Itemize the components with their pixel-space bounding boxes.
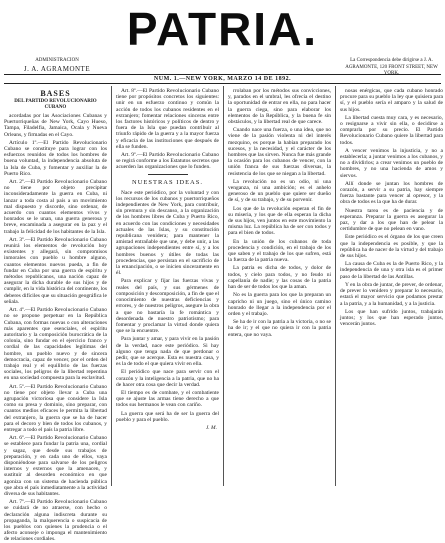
- column-divider: [111, 86, 112, 486]
- column-4: [340, 88, 443, 486]
- article-paragraph: No es la guerra para los que la preparan un capricho ni un juego, sino el único camino honrado de llegar a la independencia por el orden y el trabajo.: [228, 292, 331, 317]
- article-paragraph: El periódico que nace para servir con el corazón y la inteligencia a la patria, que no ha de hacer otra cosa que decir la verdad.: [116, 369, 219, 388]
- article-paragraph: La guerra que será ha de ser la guerra del pueblo y para el pueblo.: [116, 410, 219, 423]
- article-paragraph: Art. 5º.—El Partido Revolucionario Cubano no tiene por objeto llevar a Cuba una agrupación victoriosa que considere la Isla como su presa y dominio, sino preparar, con cuantos medios eficaces le permita la libertad del extranjero, la guerra que se ha de hacer para el decoro y bien de todos los cubanos, y entregar a todo el país la patria libre.: [4, 383, 107, 433]
- column-divider: [223, 86, 224, 486]
- article-paragraph: Los que han sufrido juntos, trabajarán juntos; y los que han esperado juntos, vencerán juntos.: [340, 308, 443, 328]
- article-paragraph: En la unión de los cubanos de toda procedencia y condición, en el trabajo de los que saben y el trabajo de los que sufren, está la fuerza de la patria nueva.: [228, 238, 331, 264]
- article-paragraph: Nuestra tarea es de paciencia y de esperanza. Preparar la guerra es asegurar la paz, y dar a los que han de pelear la certidumbre de que no pelean en vano.: [340, 207, 443, 233]
- article-paragraph: Se ha de ir con la patria a la victoria, o no se ha de ir; y el que no quiera ir con la patria entera, que no vaya.: [228, 319, 331, 338]
- article-paragraph: nosas enérgicas, que cada cubano honrado procure para su pueblo la ley que quisiera para sí, y el pueblo sería el amparo y la salud de sus hijos.: [340, 88, 443, 113]
- article-paragraph: Este periódico es el órgano de los que creen que la independencia es posible, y que la república ha de nacer de la virtud y del trabajo de sus hijos.: [340, 234, 443, 260]
- correspondence-note: La Correspondencia debe dirigirse a J. A. AGRAMONTE, 120 FRONT STREET, NEW: [345, 58, 438, 70]
- article-paragraph: Nace este periódico, por la voluntad y con los recursos de los cubanos y puertorriqueños independientes de New York, para contribuir, sin premura y sin descanso, a la organización de los hombres libres de Cuba y Puerto Rico, en acuerdo con las condiciones y necesidades actuales de las Islas, y su constitución republicana venidera; para mantener la amistad entrañable que une, y debe unir, a las agrupaciones independientes entre sí, y a los hombres buenos y útiles de todas las procedencias, que persistan en el sacrificio de la emancipación, o se inicien sinceramente en él.: [116, 189, 219, 277]
- admin-label: ADMINISTRACION: [35, 58, 79, 63]
- article-paragraph: Art. 2º.—El Partido Revolucionario Cubano no tiene por objeto precipitar inconsideradamente la guerra en Cuba, ni lanzar a toda costa al país a un movimiento mal dispuesto y discorde, sino ordenar, de acuerdo con cuantos elementos vivos y honrados se le unan, una guerra generosa y breve, encaminada a asegurar en la paz y el trabajo la felicidad de los habitantes de la Isla.: [4, 179, 107, 235]
- article-paragraph: Los que de la revolución esperan el fin de su miseria, y los que de ella esperan la dicha de sus hijos, ven juntos en este movimiento la misma luz. La república ha de ser con todos y para el bien de todos.: [228, 205, 331, 237]
- article-paragraph: Para explicar y fijar las fuerzas vivas y reales del país, y sus gérmenes de composición y descomposición, a fin de que el conocimiento de nuestras deficiencias y errores, y de nuestros peligros, asegure la obra a que no bastaría la fe romántica y desordenada de nuestro patriotismo; para fomentar y proclamar la virtud donde quiera que se la encuentre.: [116, 278, 219, 335]
- column-divider: [335, 86, 336, 486]
- article-paragraph: Y en la obra de juntar, de prever, de ordenar, de prever lo venidero y preparar lo necesario, estará el mayor servicio que podamos prestar a la patria, y a la humanidad, y a la justicia.: [340, 281, 443, 307]
- section-separator: [148, 174, 188, 175]
- article-paragraph: La patria es dicha de todos, y dolor de todos, y cielo para todos, y no feudo ni capellanía de nadie; y las cosas de la patria han de ser de todos los que la aman.: [228, 265, 331, 291]
- article-paragraph: Art. 7º.—El Partido Revolucionario Cubano se cuidará de no atraerse, con hecho o declaración alguna indiscreta durante su propaganda, la malquerencia o suspicacia de los pueblos con quienes la prudencia o el afecto aconseje o imponga el mantenimiento de relaciones cordiales.: [4, 499, 107, 543]
- article-paragraph: El tiempo es de combate, y el combatiente que se ajuste las armas tiene derecho a que todos sus hermanos le vean con cariño.: [116, 389, 219, 409]
- article-paragraph: Art. 4º.—El Partido Revolucionario Cubano no se propone perpetuar en la República Cubana, con formas nuevas o con alteraciones más aparentes que esenciales, el espíritu autoritario y la composición burocrática de la colonia, sino fundar en el ejercicio franco y cordial de las capacidades legítimas del hombre, un pueblo nuevo y de sincera democracia, capaz de vencer, por el orden del trabajo real y el equilibrio de las fuerzas sociales, los peligros de la libertad repentina en una sociedad compuesta para la esclavitud.: [4, 307, 107, 382]
- article-paragraph: La libertad cuesta muy cara, y es necesario, o resignarse a vivir sin ella, o decidirse a comprarla por su precio. El Partido Revolucionario Cubano quiere la libertad para todos.: [340, 114, 443, 146]
- section-heading-nuestras-ideas: NUESTRAS IDEAS.: [132, 178, 203, 186]
- article-paragraph: Para juntar y amar, y para vivir en la pasión de la verdad, nace este periódico. Si hay alguno que tenga nada de que perdonar o pedir, que se acerque. Esta es nuestra casa, y es la de todo el que quiera vivir en ella.: [116, 336, 219, 368]
- article-paragraph: A vencer venimos la injusticia, y no a establecerla; a juntar venimos a los cubanos, y no a dividirlos; a crear venimos un pueblo de hombres, y no una hacienda de amos y siervos.: [340, 147, 443, 179]
- column-2: [116, 88, 219, 486]
- article-paragraph: Artículo 1º.—El Partido Revolucionario Cubano se constituye para lograr con los esfuerzos reunidos de todos los hombres de buena voluntad, la independencia absoluta de la Isla de Cuba, y fomentar y auxiliar la de Puerto Rico.: [4, 139, 107, 177]
- article-paragraph: Allí donde se juntan los hombres de corazón, a servir a su patria, hay siempre fuerza bastante para vencer al opresor, y la obra de todos es la que ha de durar.: [340, 180, 443, 206]
- article-paragraph: Art. 3º.—El Partido Revolucionario Cubano reunirá los elementos de revolución hoy existentes y allegará, sin compromisos inmorales con pueblo u hombre alguno, cuantos elementos nuevos pueda, a fin de fundar en Cuba por una guerra de espíritu y métodos republicanos, una nación capaz de asegurar la dicha durable de sus hijos y de cumplir, en la vida histórica del continente, los deberes difíciles que su situación geográfica le señala.: [4, 236, 107, 305]
- dateline: NUM. 1.—NEW YORK, MARZO 14 DE 1892.: [153, 76, 292, 82]
- column-3: [228, 88, 331, 486]
- admin-name: J. A. AGRAMONTE: [23, 65, 91, 73]
- administration-block: [4, 58, 110, 74]
- article-paragraph: Art. 6º.—El Partido Revolucionario Cubano se establece para fundar la patria una, cordial y sagaz, que desde sus trabajos de preparación, y en cada uno de ellos, vaya disponiéndose para salvarse de los peligros internos y externos que la amenacen, y sustituir al desorden económico en que agoniza con un sistema de hacienda pública que abra el país inmediatamente a la actividad diversa de sus habitantes.: [4, 435, 107, 497]
- article-paragraph: Art. 8º.—El Partido Revolucionario Cubano tiene por propósitos concretos los siguientes: unir en un esfuerzo continuo y común la acción de todos los cubanos residentes en el extranjero; fomentar relaciones sinceras entre los factores históricos y políticos de dentro y fuera de la Isla que puedan contribuir al triunfo rápido de la guerra y a la mayor fuerza y eficacia de las instituciones que después de ella se funden.: [116, 88, 219, 150]
- section-heading-bases: BASES: [40, 89, 71, 98]
- article-paragraph: acordadas por las Asociaciones Cubanas y Puertorriqueñas de New York, Cayo Hueso, Tampa, Filadelfia, Jamaica, Ocala y Nueva Orleans, y firmadas en el Cayo.: [4, 113, 107, 138]
- newspaper-title: PATRIA.: [126, 3, 319, 55]
- article-paragraph: Cuando nace una fuerza, o una idea, que no viene de la pasión violenta ni del interés mezquino, es porque la habían preparado los sucesos, y la necesidad, y el carácter de los hombres que las sirven. Nunca fue más grande la ocasión para los cubanos de vencer, con la unión franca de sus fuerzas diversas, la resistencia de los que se niegan a la libertad.: [228, 127, 331, 177]
- article-paragraph: Art. 9º.—El Partido Revolucionario Cubano se regirá conforme a los Estatutos secretos que acuerden las organizaciones que lo funden.: [116, 152, 219, 171]
- article-paragraph: La causa de Cuba es la de Puerto Rico, y la independencia de una y otra isla es el primer paso de la libertad de las Antillas.: [340, 261, 443, 280]
- masthead-rule-bottom: [4, 83, 441, 84]
- column-1: [4, 88, 107, 543]
- section-subheading: DEL PARTIDO REVOLUCIONARIO CUBANO: [14, 99, 97, 110]
- article-signature: J. M.: [205, 424, 217, 431]
- article-paragraph: rrolaban por los métodos sus convicciones, y, parados en el umbral, les ofrecía el destino la oportunidad de entrar en ella, no para hacer la guerra ciega, sino para elaborar los elementos de la República, y la buena fe sin obstáculos, y la libertad real de que carece.: [228, 88, 331, 126]
- article-paragraph: La revolución no es un odio, ni una venganza, ni una ambición; es el anhelo generoso de un pueblo que quiere ser dueño de sí, y de su trabajo, y de su porvenir.: [228, 178, 331, 204]
